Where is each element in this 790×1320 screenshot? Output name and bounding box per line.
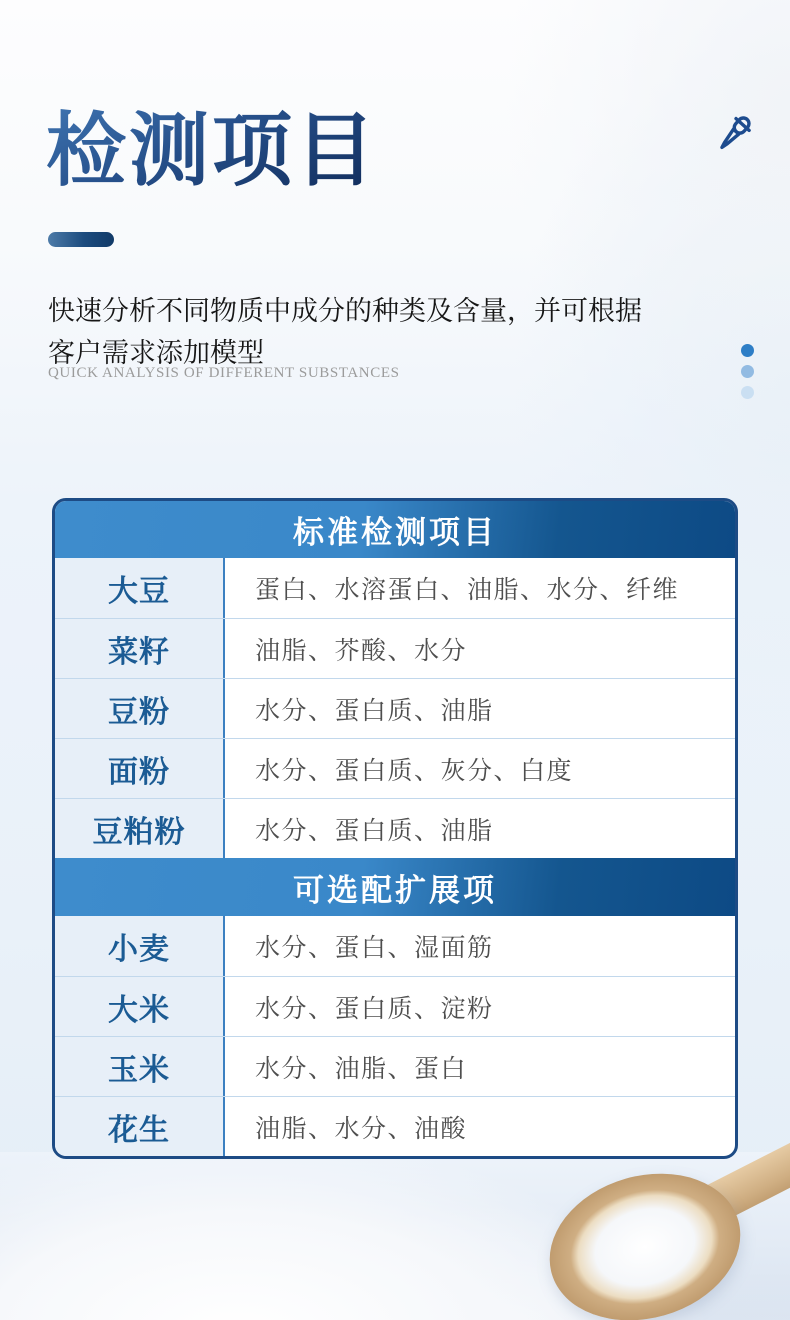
- dots-decoration: [741, 344, 754, 399]
- row-items: 水分、蛋白质、油脂: [255, 817, 494, 845]
- table-row-corn: [55, 1036, 735, 1096]
- row-label: 玉米: [55, 1037, 225, 1096]
- row-items: 水分、蛋白质、油脂: [255, 697, 494, 725]
- row-label: 豆粕粉: [55, 799, 225, 858]
- title-underline-bar: [48, 232, 114, 247]
- row-label: 大豆: [55, 558, 225, 618]
- row-items: 蛋白、水溶蛋白、油脂、水分、纤维: [255, 577, 680, 604]
- row-items: 水分、蛋白质、淀粉: [255, 995, 494, 1023]
- page-title: 检测项目: [46, 86, 378, 201]
- table-row-peanut: [55, 1096, 735, 1156]
- row-label: 大米: [55, 977, 225, 1036]
- row-label: 面粉: [55, 739, 225, 798]
- table-row-rice: [55, 976, 735, 1036]
- row-label: 花生: [55, 1097, 225, 1156]
- table-section-header-standard: 标准检测项目: [55, 501, 735, 558]
- row-items: 水分、油脂、蛋白: [255, 1055, 468, 1083]
- row-items: 水分、蛋白、湿面筋: [255, 935, 494, 962]
- row-label: 豆粉: [55, 679, 225, 738]
- table-row-soy-flour: [55, 678, 735, 738]
- description-line-1: 快速分析不同物质中成分的种类及含量，并可根据: [48, 296, 642, 326]
- table-row-soybean: [55, 558, 735, 618]
- row-label: 小麦: [55, 916, 225, 976]
- dropper-icon: [710, 110, 758, 158]
- row-items: 油脂、水分、油酸: [255, 1115, 468, 1143]
- table-row-rapeseed: [55, 618, 735, 678]
- description-text: [48, 290, 648, 374]
- dot-light: [741, 386, 754, 399]
- detection-table: [52, 498, 738, 1159]
- flour-photo: [0, 1152, 790, 1320]
- table-row-wheat: [55, 916, 735, 976]
- table-row-soybean-meal: [55, 798, 735, 858]
- description-subtitle-en: QUICK ANALYSIS OF DIFFERENT SUBSTANCES: [48, 365, 400, 381]
- description-line-2: 客户需求添加模型: [48, 338, 264, 368]
- row-items: 油脂、芥酸、水分: [255, 637, 468, 665]
- row-items: 水分、蛋白质、灰分、白度: [255, 757, 574, 785]
- dot-medium: [741, 365, 754, 378]
- table-row-wheat-flour: [55, 738, 735, 798]
- row-label: 菜籽: [55, 619, 225, 678]
- dot-dark: [741, 344, 754, 357]
- table-section-header-optional: 可选配扩展项: [55, 858, 735, 916]
